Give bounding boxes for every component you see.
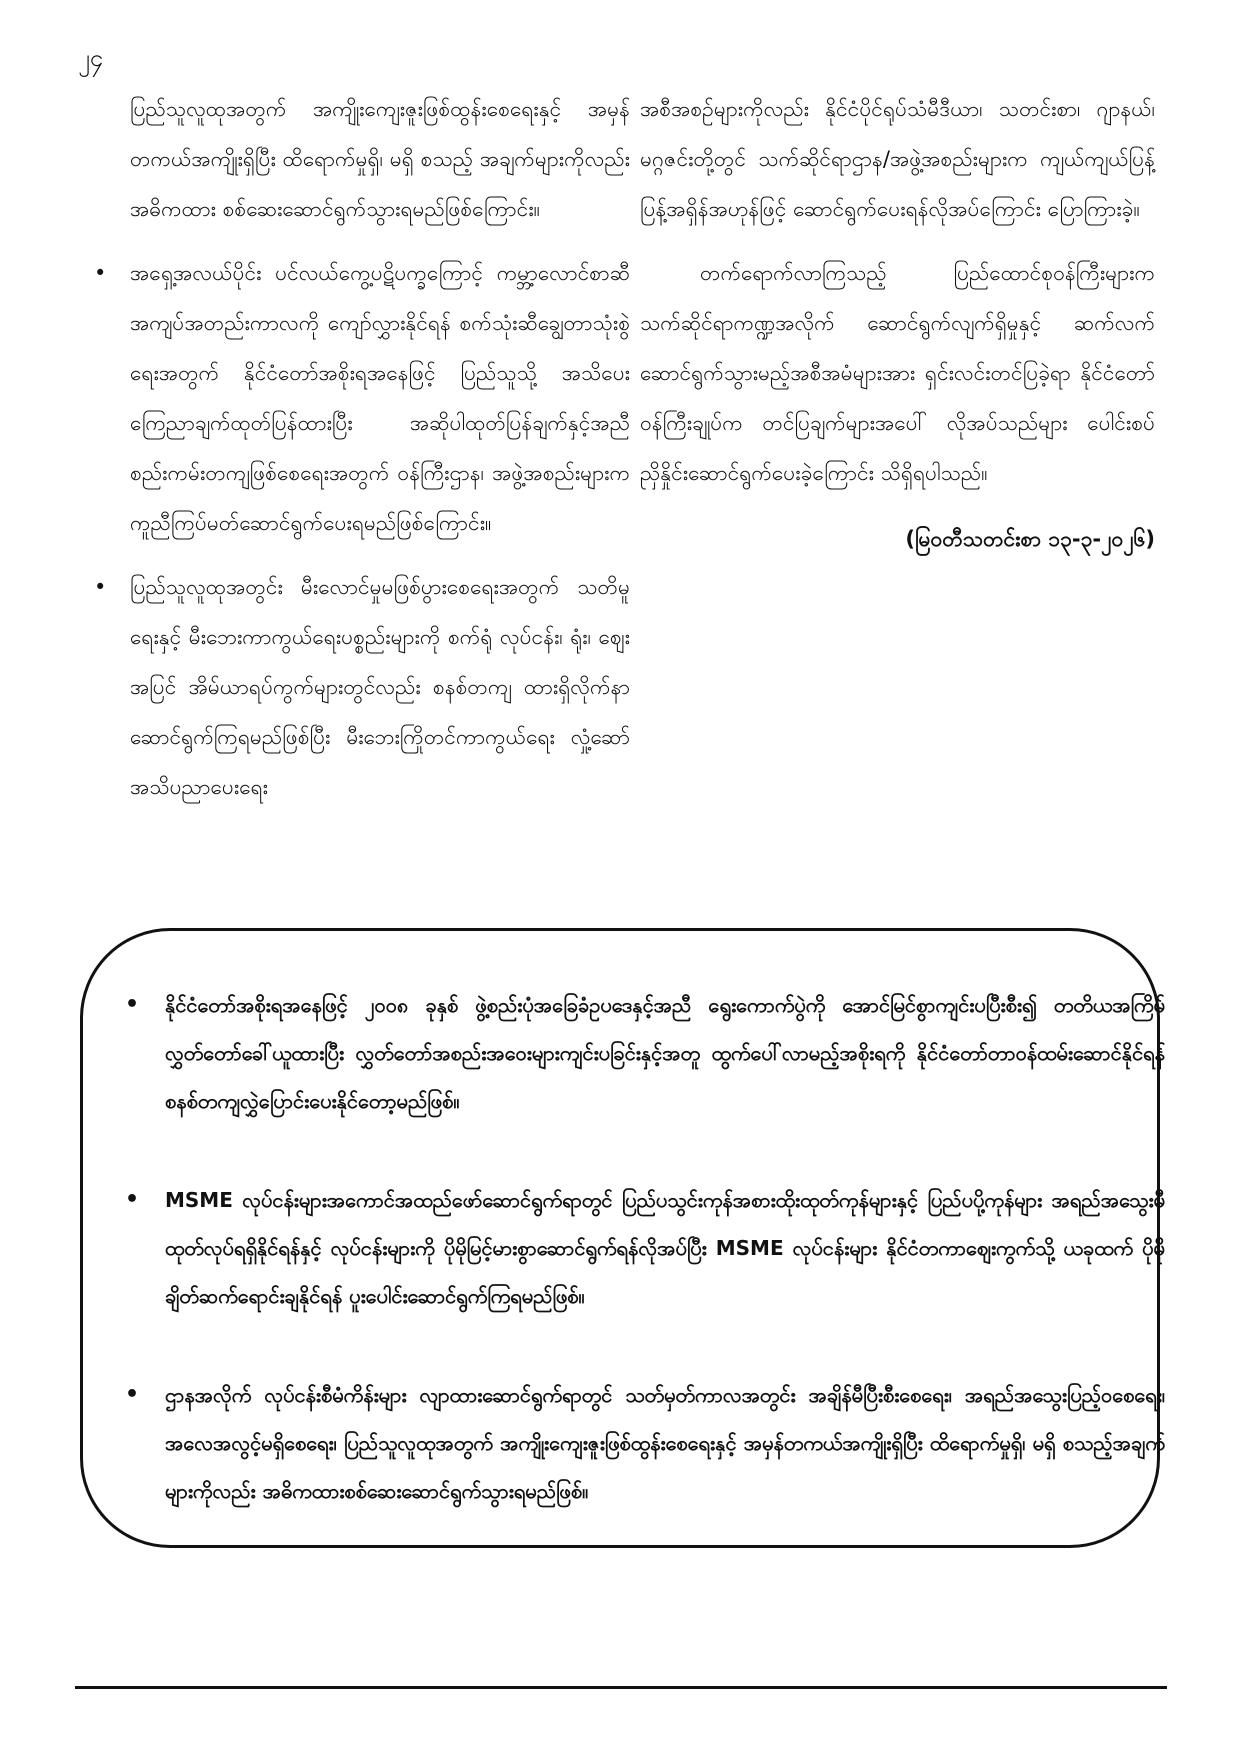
bullet-item <box>90 562 630 812</box>
source-citation: (မြဝတီသတင်းစာ ၁၃-၃-၂၀၂၆) <box>905 527 1155 551</box>
bottom-rule <box>75 1686 1167 1689</box>
box-bullet-item <box>123 981 1165 1125</box>
box-bullet-text: ဌာနအလိုက် လုပ်ငန်းစီမံကိန်းများ လျာထားဆောင်ရွက်ရာတွင် သတ်မှတ်ကာလအတွင်း အချိန်မီပြီးစီးစေရေး၊ အရည်အသွေးပြည့်ဝစေရေး၊ အလေအလွင့်မရှိစေရေး၊ ပြည်သူလူထုအတွက် အကျိုးကျေးဇူးဖြစ်ထွန်းစေရေးနှင့် အမှန်တကယ်အကျိုးရှိပြီး ထိရောက်မှုရှိ၊ မရှိ စသည့်အချက်များကိုလည်း အဓိကထားစစ်ဆေးဆောင်ရွက်သွားရမည်ဖြစ်။ <box>165 1383 1165 1503</box>
box-bullet-item <box>123 1176 1165 1320</box>
bullet-text: ပြည်သူလူထုအတွင်း မီးလောင်မှုမဖြစ်ပွားစေရေးအတွက် သတိမူရေးနှင့် မီးဘေးကာကွယ်ရေးပစ္စည်းများကို စက်ရုံ လုပ်ငန်း၊ ရုံး၊ ဈေးအပြင် အိမ်ယာရပ်ကွက်များတွင်လည်း စနစ်တကျ ထားရှိလိုက်နာဆောင်ရွက်ကြရမည်ဖြစ်ပြီး မီးဘေးကြိုတင်ကာကွယ်ရေး လှုံ့ဆော်အသိပညာပေးရေး <box>130 575 630 799</box>
bullet-dot-icon: • <box>125 1382 140 1407</box>
box-bullet-item <box>123 1371 1165 1515</box>
bullet-text: အရှေ့အလယ်ပိုင်း ပင်လယ်ကွေ့ပဋိပက္ခကြောင့် ကမ္ဘာ့လောင်စာဆီအကျပ်အတည်းကာလကို ကျော်လွှားနိုင်ရန် စက်သုံးဆီချွေတာသုံးစွဲရေးအတွက် နိုင်ငံတော်အစိုးရအနေဖြင့် ပြည်သူသို့ အသိပေးကြေညာချက်ထုတ်ပြန်ထားပြီး အဆိုပါထုတ်ပြန်ချက်နှင့်အညီ စည်းကမ်းတကျဖြစ်စေရေးအတွက် ဝန်ကြီးဌာန၊ အဖွဲ့အစည်းများက ကူညီကြပ်မတ်ဆောင်ရွက်ပေးရမည်ဖြစ်ကြောင်း။ <box>130 261 630 535</box>
bullet-dot-icon: • <box>125 1187 140 1212</box>
bullet-dot-icon: • <box>94 261 107 285</box>
left-column <box>90 84 630 826</box>
right-paragraph: တက်ရောက်လာကြသည့် ပြည်ထောင်စုဝန်ကြီးများက သက်ဆိုင်ရာကဏ္ဍအလိုက် ဆောင်ရွက်လျက်ရှိမှုနှင့် ဆက်လက်ဆောင်ရွက်သွားမည့်အစီအမံများအား ရှင်းလင်းတင်ပြခဲ့ရာ နိုင်ငံတော်ဝန်ကြီးချုပ်က တင်ပြချက်များအပေါ် လိုအပ်သည်များ ပေါင်းစပ်ညှိနှိုင်းဆောင်ရွက်ပေးခဲ့ကြောင်း သိရှိရပါသည်။ <box>640 261 1155 485</box>
page-number: ၂၄ <box>78 44 104 72</box>
box-bullet-text: MSME လုပ်ငန်းများအကောင်အထည်ဖော်ဆောင်ရွက်ရာတွင် ပြည်ပသွင်းကုန်အစားထိုးထုတ်ကုန်များနှင့် ပြည်ပပို့ကုန်များ အရည်အသွေးမီထုတ်လုပ်ရရှိနိုင်ရန်နှင့် လုပ်ငန်းများကို ပိုမိုမြင့်မားစွာဆောင်ရွက်ရန်လိုအပ်ပြီး MSME လုပ်ငန်းများ နိုင်ငံတကာဈေးကွက်သို့ ယခုထက် ပိုမိုချိတ်ဆက်ရောင်းချနိုင်ရန် ပူးပေါင်းဆောင်ရွက်ကြရမည်ဖြစ်။ <box>165 1188 1165 1308</box>
box-bullet-text: နိုင်ငံတော်အစိုးရအနေဖြင့် ၂၀၀၈ ခုနှစ် ဖွဲ့စည်းပုံအခြေခံဥပဒေနှင့်အညီ ရွေးကောက်ပွဲကို အောင်မြင်စွာကျင်းပပြီးစီး၍ တတိယအကြိမ်လွှတ်တော်ခေါ်ယူထားပြီး လွှတ်တော်အစည်းအဝေးများကျင်းပခြင်းနှင့်အတူ ထွက်ပေါ်လာမည့်အစိုးရကို နိုင်ငံတော်တာဝန်ထမ်းဆောင်နိုင်ရန် စနစ်တကျလွှဲပြောင်းပေးနိုင်တော့မည်ဖြစ်။ <box>165 993 1165 1113</box>
highlight-box <box>80 928 1165 1548</box>
bullet-dot-icon: • <box>94 575 107 599</box>
right-continuation-text: အစီအစဉ်များကိုလည်း နိုင်ငံပိုင်ရုပ်သံမီဒီယာ၊ သတင်းစာ၊ ဂျာနယ်၊ မဂ္ဂဇင်းတို့တွင် သက်ဆိုင်ရာဌာန/အဖွဲ့အစည်းများက ကျယ်ကျယ်ပြန့်ပြန့်အရှိန်အဟုန်ဖြင့် ဆောင်ရွက်ပေးရန်လိုအပ်ကြောင်း ပြောကြားခဲ့။ <box>640 97 1155 221</box>
bullet-dot-icon: • <box>125 992 140 1017</box>
bullet-item <box>90 248 630 548</box>
right-column <box>640 84 1155 564</box>
left-continuation-text: ပြည်သူလူထုအတွက် အကျိုးကျေးဇူးဖြစ်ထွန်းစေရေးနှင့် အမှန်တကယ်အကျိုးရှိပြီး ထိရောက်မှုရှိ၊ မရှိ စသည့် အချက်များကိုလည်း အဓိကထား စစ်ဆေးဆောင်ရွက်သွားရမည်ဖြစ်ကြောင်း။ <box>130 97 630 221</box>
